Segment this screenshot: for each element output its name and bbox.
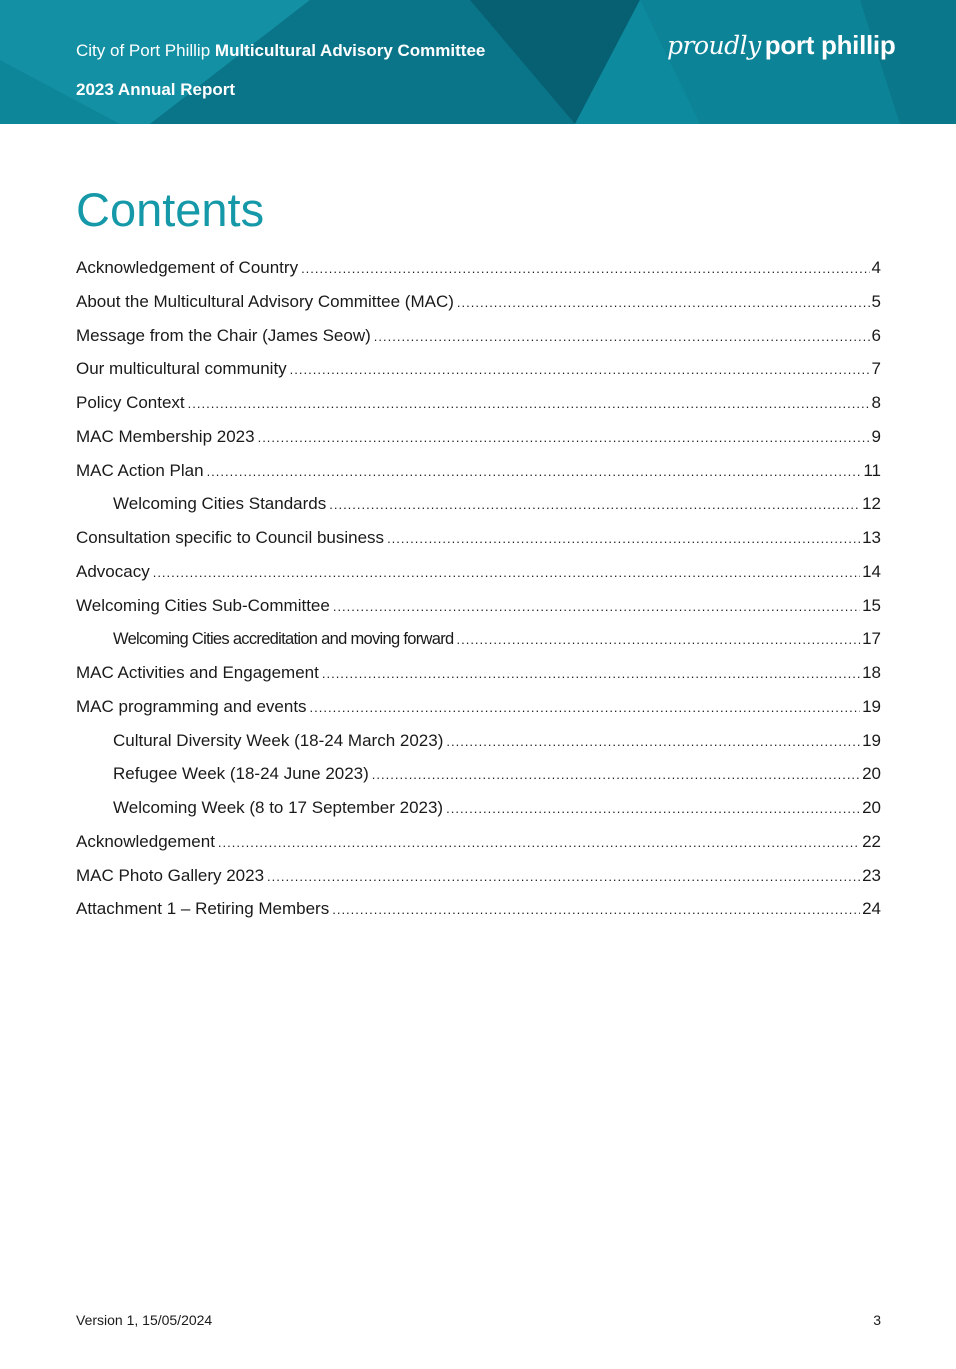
toc-entry[interactable] bbox=[76, 456, 881, 490]
toc-entry-label: Our multicultural community bbox=[76, 359, 287, 379]
toc-entry-page: 24 bbox=[862, 899, 881, 919]
toc-dot-leader bbox=[446, 727, 860, 757]
toc-entry-label: Policy Context bbox=[76, 393, 185, 412]
toc-dot-leader bbox=[332, 895, 860, 925]
toc-entry[interactable] bbox=[76, 321, 881, 355]
toc-dot-leader bbox=[333, 592, 860, 622]
toc-dot-leader bbox=[218, 828, 860, 858]
toc-dot-leader bbox=[446, 794, 860, 824]
brand-logo-script: proudly bbox=[667, 31, 761, 60]
toc-dot-leader bbox=[456, 625, 860, 655]
header-org-name: City of Port Phillip bbox=[76, 41, 211, 60]
header-title bbox=[76, 41, 485, 61]
toc-entry-page: 9 bbox=[871, 426, 881, 446]
toc-entry[interactable] bbox=[76, 557, 881, 591]
toc-entry[interactable] bbox=[76, 624, 881, 658]
toc-entry[interactable] bbox=[76, 287, 881, 321]
toc-entry-page: 11 bbox=[863, 460, 881, 480]
toc-dot-leader bbox=[310, 693, 861, 723]
toc-entry-label: Cultural Diversity Week (18-24 March 2023) bbox=[113, 730, 444, 750]
toc-dot-leader bbox=[267, 862, 860, 892]
toc-entry-page: 22 bbox=[862, 831, 881, 851]
table-of-contents bbox=[76, 253, 881, 928]
toc-entry[interactable] bbox=[76, 523, 881, 557]
toc-entry[interactable] bbox=[76, 354, 881, 388]
toc-entry-page: 17 bbox=[862, 629, 881, 649]
footer-version: Version 1, 15/05/2024 bbox=[76, 1312, 213, 1328]
toc-entry[interactable] bbox=[76, 861, 881, 895]
toc-entry-page: 14 bbox=[862, 561, 881, 581]
toc-entry-label: Welcoming Cities Standards bbox=[113, 494, 327, 514]
toc-dot-leader bbox=[329, 490, 860, 520]
toc-entry-label: MAC programming and events bbox=[76, 696, 307, 716]
toc-entry-label: MAC Membership 2023 bbox=[76, 426, 255, 446]
toc-entry-page: 6 bbox=[871, 325, 881, 345]
toc-entry[interactable] bbox=[76, 726, 881, 760]
toc-entry[interactable] bbox=[76, 759, 881, 793]
toc-entry-page: 8 bbox=[871, 393, 881, 412]
toc-entry-page: 7 bbox=[871, 359, 881, 379]
toc-entry[interactable] bbox=[76, 827, 881, 861]
toc-dot-leader bbox=[372, 760, 860, 790]
header-subtitle: 2023 Annual Report bbox=[76, 80, 236, 99]
header-banner bbox=[0, 0, 956, 124]
toc-dot-leader bbox=[322, 659, 860, 689]
toc-entry-label: Message from the Chair (James Seow) bbox=[76, 325, 371, 345]
toc-entry-label: Welcoming Cities accreditation and moving forward bbox=[113, 630, 454, 649]
toc-entry[interactable] bbox=[76, 692, 881, 726]
toc-entry-label: MAC Activities and Engagement bbox=[76, 663, 319, 682]
toc-dot-leader bbox=[374, 322, 870, 352]
toc-entry[interactable] bbox=[76, 422, 881, 456]
toc-dot-leader bbox=[188, 389, 870, 419]
toc-entry-label: Welcoming Week (8 to 17 September 2023) bbox=[113, 798, 444, 817]
toc-entry-label: Acknowledgement bbox=[76, 831, 215, 851]
toc-entry-label: MAC Action Plan bbox=[76, 460, 204, 480]
toc-entry-page: 12 bbox=[862, 494, 881, 514]
toc-dot-leader bbox=[153, 558, 860, 588]
toc-entry-label: Consultation specific to Council business bbox=[76, 528, 385, 547]
toc-entry-label: Acknowledgement of Country bbox=[76, 258, 299, 277]
toc-entry-page: 13 bbox=[862, 528, 881, 547]
toc-entry-page: 19 bbox=[862, 730, 881, 750]
footer-page-number: 3 bbox=[873, 1312, 881, 1328]
toc-entry-label: Refugee Week (18-24 June 2023) bbox=[113, 764, 369, 784]
brand-logo-text: port phillip bbox=[764, 30, 896, 60]
toc-entry-page: 20 bbox=[862, 764, 881, 784]
toc-entry[interactable] bbox=[76, 489, 881, 523]
toc-dot-leader bbox=[207, 457, 862, 487]
toc-entry[interactable] bbox=[76, 894, 881, 928]
toc-dot-leader bbox=[387, 524, 860, 554]
toc-entry-label: Attachment 1 – Retiring Members bbox=[76, 899, 330, 919]
toc-entry-page: 15 bbox=[862, 595, 881, 615]
toc-entry-page: 5 bbox=[871, 291, 881, 311]
toc-entry-label: Advocacy bbox=[76, 561, 150, 581]
toc-entry-label: MAC Photo Gallery 2023 bbox=[76, 865, 265, 885]
toc-entry-page: 19 bbox=[862, 696, 881, 716]
toc-dot-leader bbox=[301, 254, 869, 284]
toc-entry-label: About the Multicultural Advisory Committee (MAC) bbox=[76, 291, 454, 311]
toc-entry-label: Welcoming Cities Sub-Committee bbox=[76, 595, 330, 615]
toc-entry[interactable] bbox=[76, 591, 881, 625]
toc-entry-page: 18 bbox=[862, 663, 881, 682]
toc-dot-leader bbox=[457, 288, 870, 318]
toc-entry-page: 20 bbox=[862, 798, 881, 817]
brand-logo bbox=[667, 30, 895, 61]
page-title: Contents bbox=[76, 183, 265, 236]
toc-entry[interactable] bbox=[76, 388, 881, 422]
banner-background bbox=[0, 0, 956, 124]
header-committee-name: Multicultural Advisory Committee bbox=[214, 41, 486, 60]
toc-entry[interactable] bbox=[76, 658, 881, 692]
toc-entry[interactable] bbox=[76, 253, 881, 287]
toc-dot-leader bbox=[290, 355, 870, 385]
toc-entry-page: 4 bbox=[871, 258, 881, 277]
toc-dot-leader bbox=[258, 423, 870, 453]
toc-entry[interactable] bbox=[76, 793, 881, 827]
toc-entry-page: 23 bbox=[862, 865, 881, 885]
